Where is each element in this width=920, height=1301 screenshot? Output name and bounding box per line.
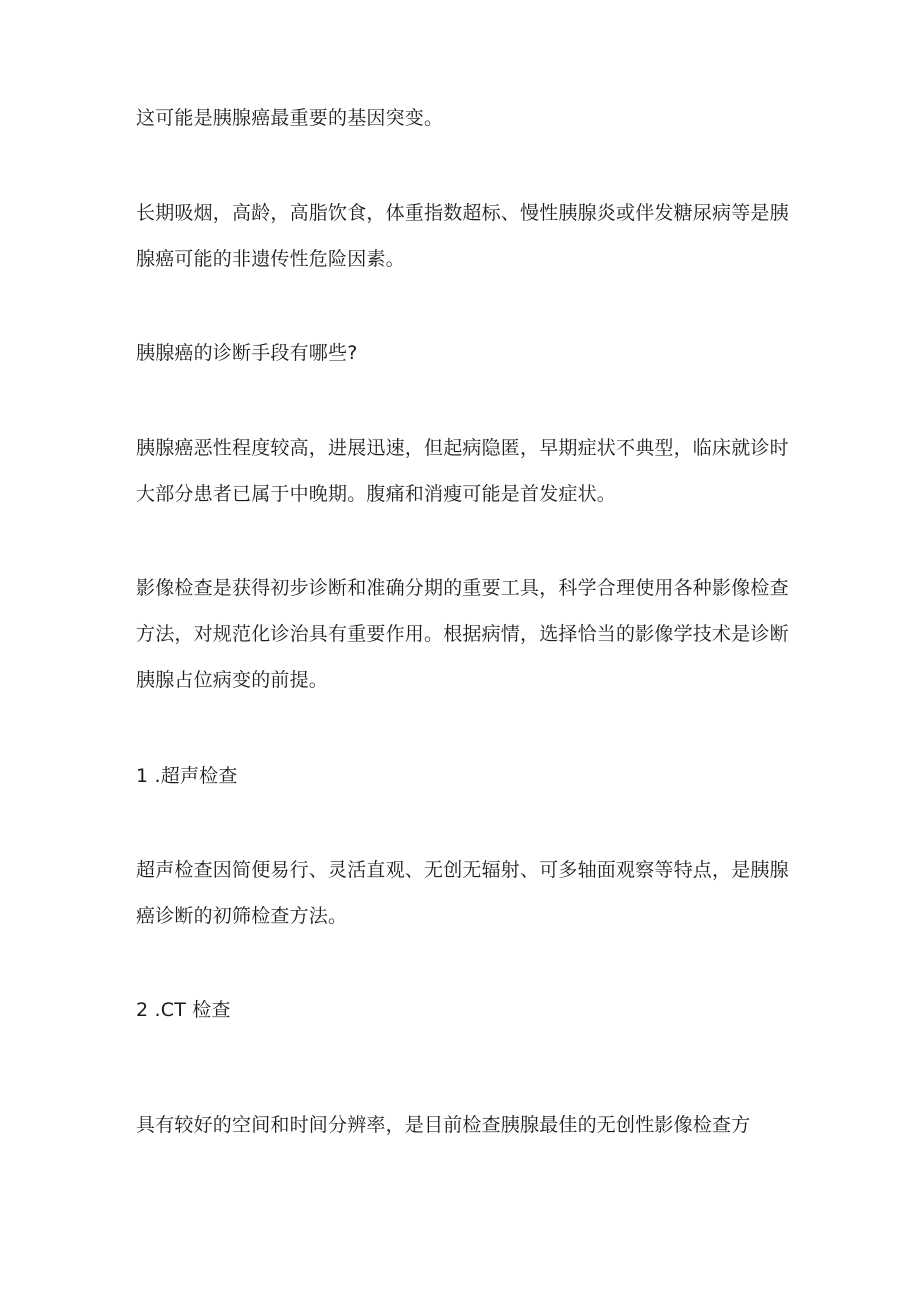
paragraph-imaging: 影像检查是获得初步诊断和准确分期的重要工具，科学合理使用各种影像检查方法，对规范化诊治具有重要作用。根据病情，选择恰当的影像学技术是诊断胰腺占位病变的前提。: [136, 577, 789, 691]
paragraph-gene-mutation: 这可能是胰腺癌最重要的基因突变。: [136, 107, 444, 129]
paragraph-risk-factors: 长期吸烟，高龄，高脂饮食，体重指数超标、慢性胰腺炎或伴发糖尿病等是胰腺癌可能的非遗传性危险因素。: [136, 202, 789, 270]
heading-ultrasound: 1 .超声检查: [136, 765, 238, 787]
paragraph-symptoms: 胰腺癌恶性程度较高，进展迅速，但起病隐匿，早期症状不典型，临床就诊时大部分患者已属于中晚期。腹痛和消瘦可能是首发症状。: [136, 437, 789, 505]
heading-ct: 2 .CT 检查: [136, 999, 231, 1021]
paragraph-ct: 具有较好的空间和时间分辨率，是目前检查胰腺最佳的无创性影像检查方: [136, 1114, 751, 1136]
paragraph-ultrasound: 超声检查因简便易行、灵活直观、无创无辐射、可多轴面观察等特点，是胰腺癌诊断的初筛检查方法。: [136, 859, 789, 927]
section-question-diagnosis: 胰腺癌的诊断手段有哪些?: [136, 342, 358, 364]
